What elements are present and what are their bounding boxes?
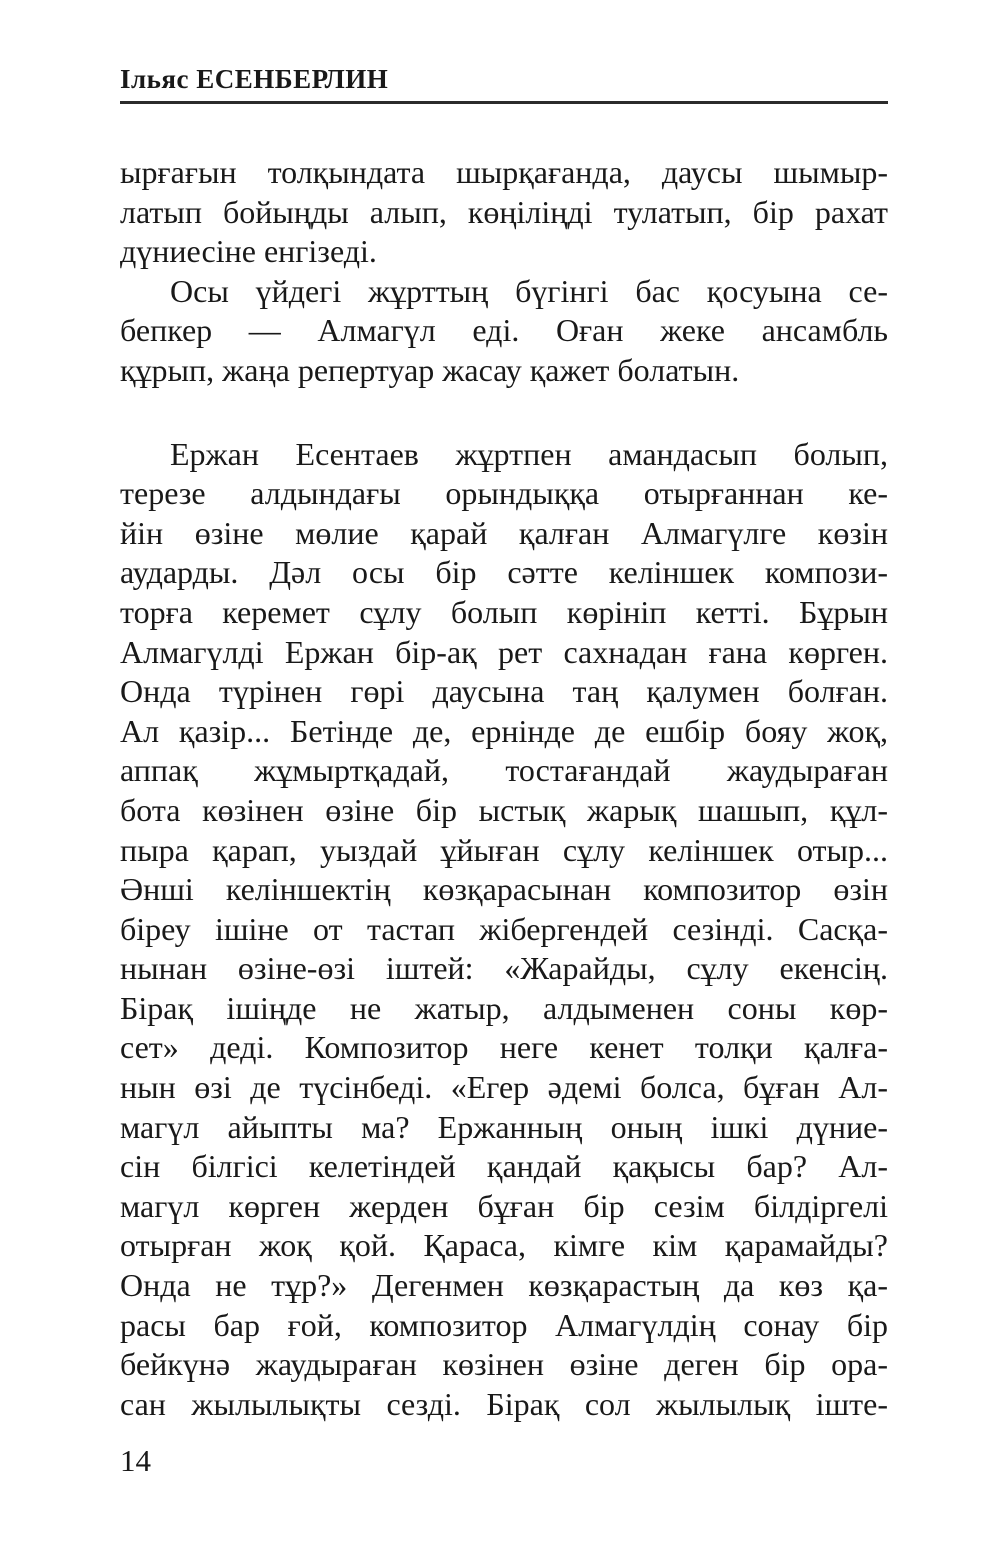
text-line: магүл көрген жерден бұған бір сезім білдіргелі: [120, 1187, 888, 1224]
text-line: Осы үйдегі жұрттың бүгінгі бас қосуына се-: [170, 272, 888, 309]
text-line: магүл айыпты ма? Ержанның оның ішкі дүние-: [120, 1108, 888, 1145]
text-line: пыра қарап, уыздай ұйыған сұлу келіншек отыр...: [120, 831, 888, 868]
text-line: Бірақ ішіңде не жатыр, алдыменен соны көр-: [120, 989, 888, 1026]
text-line: сет» деді. Композитор неге кенет толқи қалға-: [120, 1029, 888, 1066]
header-rule: [120, 101, 888, 104]
text-line: бейкүнә жаудыраған көзінен өзіне деген бір ора-: [120, 1346, 888, 1383]
text-line: терезе алдындағы орындыққа отырғаннан ке-: [120, 475, 888, 512]
page-body-text: [120, 153, 888, 1424]
text-line: йін өзіне мөлие қарай қалған Алмагүлге көзін: [120, 514, 888, 551]
page-content-column: [120, 0, 888, 1424]
page-number: 14: [120, 1443, 151, 1478]
text-line: Онда түрінен гөрі даусына таң қалумен болған.: [120, 673, 888, 710]
text-line: дүниесіне енгізеді.: [120, 233, 377, 270]
text-line: аппақ жұмыртқадай, тостағандай жаудыраған: [120, 752, 888, 789]
text-line: сін білгісі келетіндей қандай қақысы бар? Ал-: [120, 1148, 888, 1185]
text-line: торға керемет сұлу болып көрініп кетті. Бұрын: [120, 593, 888, 630]
text-line: нын өзі де түсінбеді. «Егер әдемі болса, бұған Ал-: [120, 1069, 888, 1106]
text-line: аударды. Дәл осы бір сәтте келіншек компози-: [120, 554, 888, 591]
text-line: біреу ішіне от тастап жібергендей сезінді. Сасқа-: [120, 910, 888, 947]
text-line: отырған жоқ қой. Қараса, кімге кім қарамайды?: [120, 1227, 888, 1264]
text-line: нынан өзіне-өзі іштей: «Жарайды, сұлу екенсің.: [120, 950, 888, 987]
paragraph: [120, 153, 888, 272]
text-line: Онда не тұр?» Дегенмен көзқарастың да көз қа-: [120, 1267, 888, 1304]
text-line: латып бойыңды алып, көңіліңді тулатып, бір рахат: [120, 193, 888, 230]
running-header-author: Ільяс ЕСЕНБЕРЛИН: [120, 64, 389, 94]
text-line: ырғағын толқындата шырқағанда, даусы шымыр-: [120, 154, 888, 190]
text-line: Алмагүлді Ержан бір-ақ рет сахнадан ғана көрген.: [120, 633, 888, 670]
text-line: расы бар ғой, композитор Алмагүлдің сонау бір: [120, 1306, 888, 1343]
text-line: Ал қазір... Бетінде де, ернінде де ешбір бояу жоқ,: [120, 712, 888, 749]
paragraph: [120, 272, 888, 391]
text-line: бота көзінен өзіне бір ыстық жарық шашып, құл-: [120, 791, 888, 828]
paragraph: [120, 435, 888, 1425]
text-line: құрып, жаңа репертуар жасау қажет болатын.: [120, 351, 740, 388]
text-line: сан жылылықты сезді. Бірақ сол жылылық іште-: [120, 1385, 888, 1422]
text-line: Ержан Есентаев жұртпен амандасып болып,: [170, 435, 888, 472]
text-line: бепкер — Алмагүл еді. Оған жеке ансамбль: [120, 312, 888, 349]
text-line: Әнші келіншектің көзқарасынан композитор өзін: [120, 871, 888, 908]
